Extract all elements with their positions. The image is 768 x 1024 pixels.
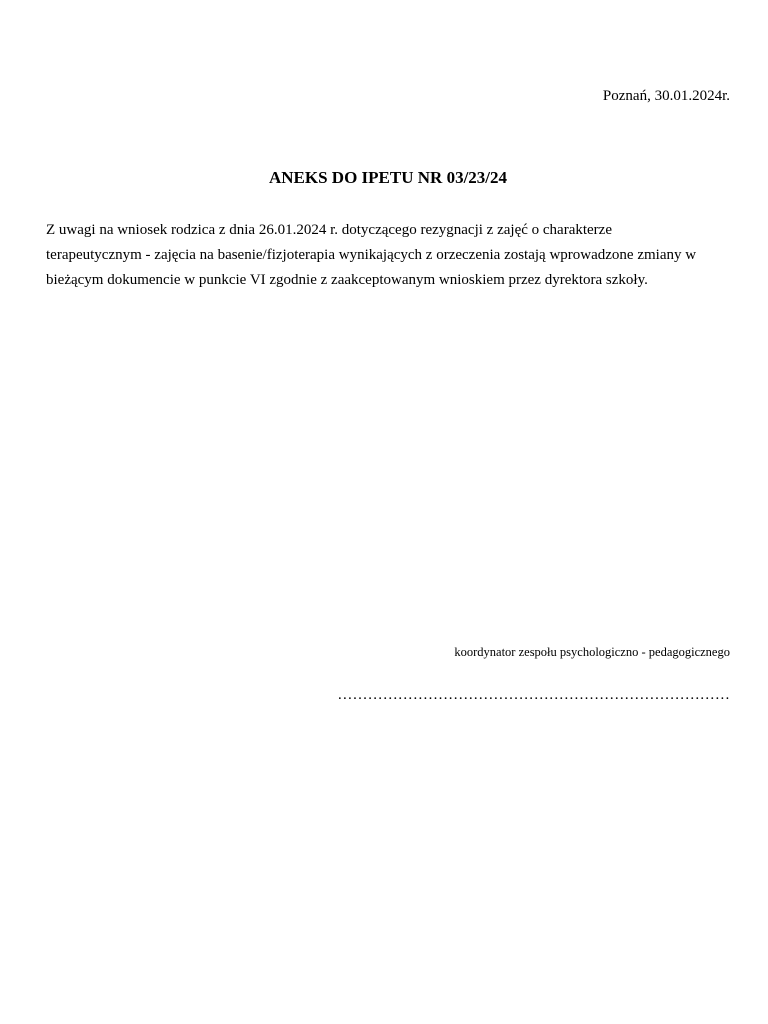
document-body [46, 218, 736, 293]
body-line: Z uwagi na wniosek rodzica z dnia 26.01.2024 r. dotyczącego rezygnacji z zajęć o charakterze [46, 222, 612, 238]
signature-dotted-line: …………………………………………………………………… [337, 687, 730, 703]
place-and-date: Poznań, 30.01.2024r. [602, 88, 730, 104]
document-title: ANEKS DO IPETU NR 03/23/24 [268, 168, 508, 187]
body-line: terapeutycznym - zajęcia na basenie/fizjoterapia wynikających z orzeczenia zostają wprowadzone zmiany w [46, 247, 697, 263]
body-line: bieżącym dokumencie w punkcie VI zgodnie z zaakceptowanym wnioskiem przez dyrektora szkoły. [46, 272, 648, 288]
signature-role-label: koordynator zespołu psychologiczno - pedagogicznego [454, 645, 730, 659]
